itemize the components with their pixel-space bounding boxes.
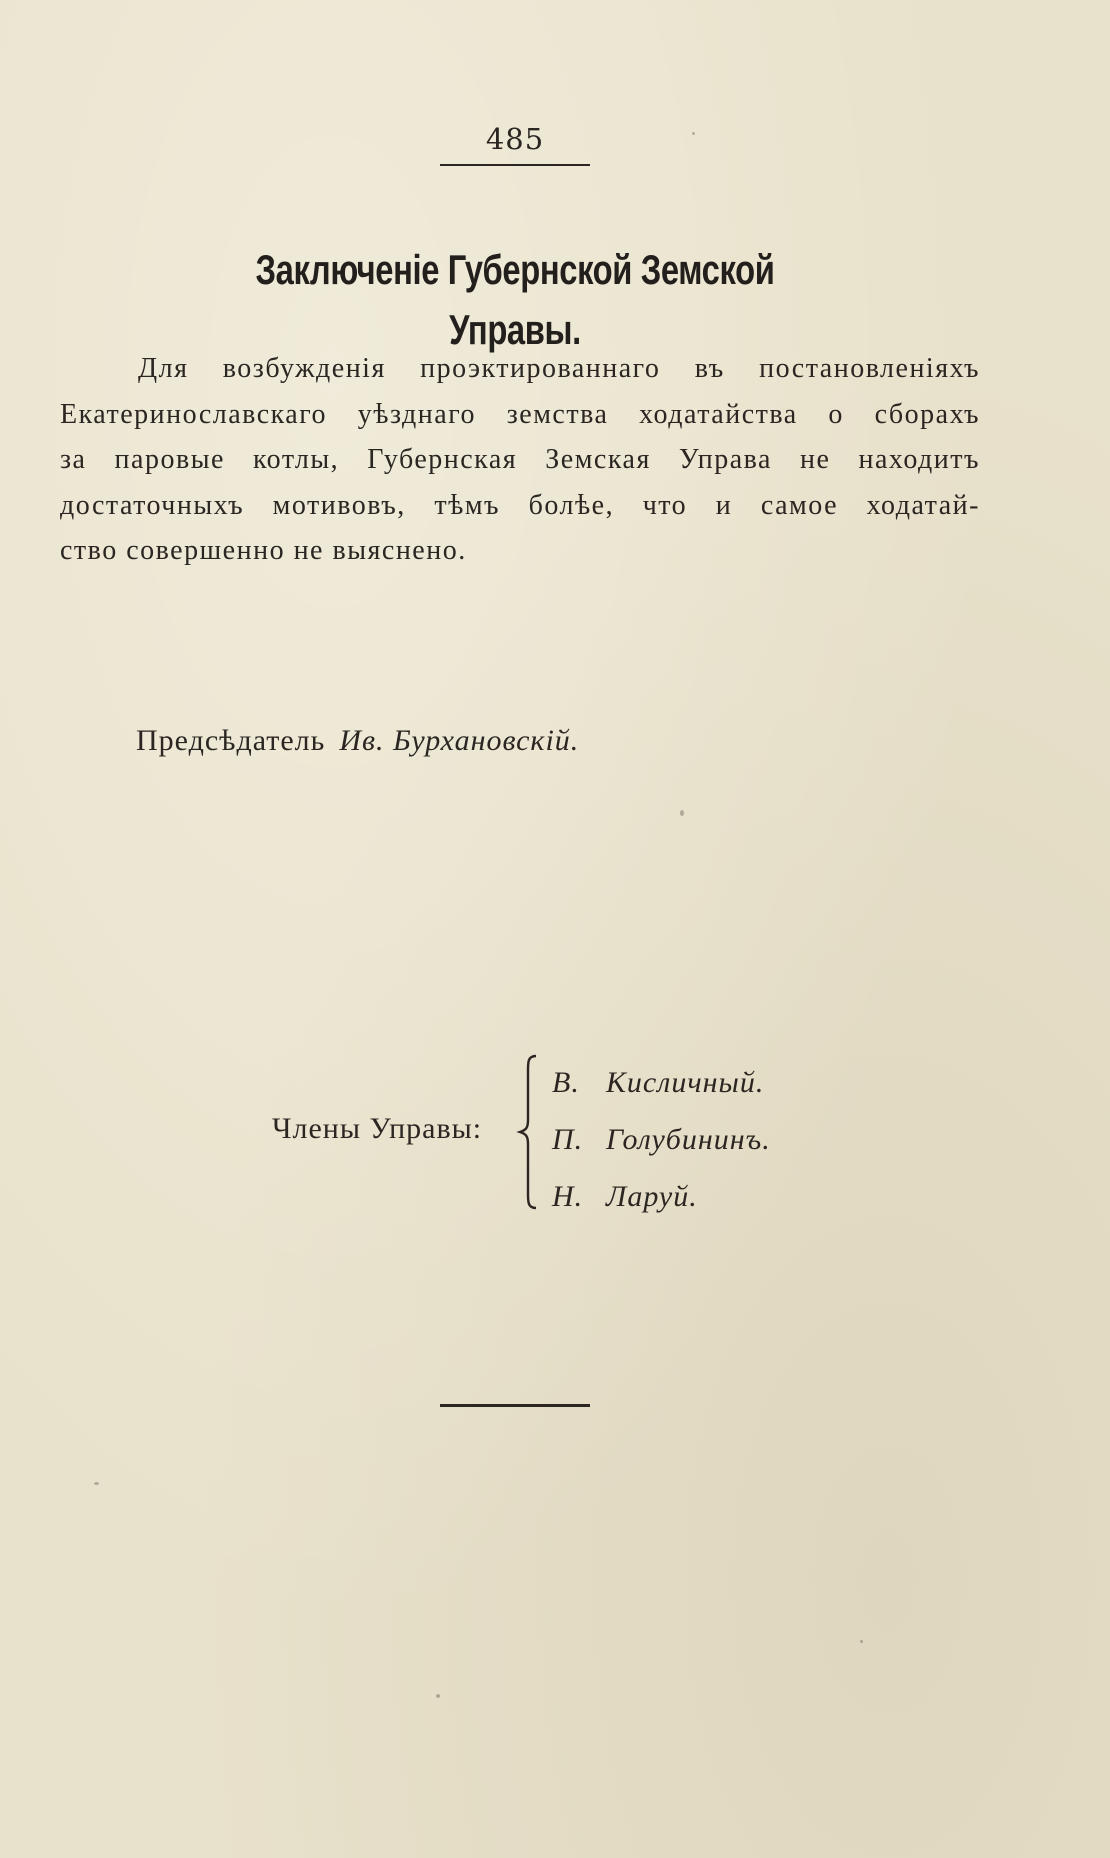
chairman-label: Предсѣдатель [136, 724, 326, 757]
paper-speck [692, 132, 695, 135]
paper-speck [860, 1640, 863, 1643]
chairman-signature-line [136, 724, 579, 758]
end-rule [440, 1404, 590, 1407]
paragraph-line: Екатеринославскаго уѣзднаго земства ходатайства о сборахъ [60, 398, 980, 430]
member-initial: Н. [552, 1180, 584, 1213]
member-surname: Голубининъ. [606, 1123, 771, 1156]
members-list [552, 1054, 771, 1225]
paragraph-line: достаточныхъ мотивовъ, тѣмъ болѣе, что и самое ходатай- [60, 489, 980, 521]
member-signature [552, 1054, 771, 1111]
member-surname: Ларуй. [606, 1180, 698, 1213]
members-label: Члены Управы: [272, 1112, 483, 1145]
paper-speck [94, 1482, 99, 1485]
page-number-rule [440, 164, 590, 166]
paragraph-line: Для возбужденія проэктированнаго въ постановленіяхъ [138, 353, 980, 384]
paper-speck [436, 1694, 440, 1698]
page-number: 485 [485, 122, 545, 156]
chairman-signature: Ив. Бурхановскій. [339, 724, 580, 757]
member-initial: П. [552, 1123, 584, 1156]
curly-brace-icon [512, 1054, 552, 1210]
paper-speck [680, 810, 684, 816]
member-initial: В. [552, 1066, 580, 1099]
member-signature [552, 1168, 771, 1225]
member-signature [552, 1111, 771, 1168]
paragraph-line: ство совершенно не выяснено. [60, 535, 467, 566]
section-title: Заключеніе Губернской Земской Управы. [255, 246, 775, 353]
conclusion-paragraph [60, 346, 980, 574]
member-surname: Кисличный. [606, 1066, 765, 1099]
paragraph-line: за паровые котлы, Губернская Земская Управа не находитъ [60, 444, 980, 475]
